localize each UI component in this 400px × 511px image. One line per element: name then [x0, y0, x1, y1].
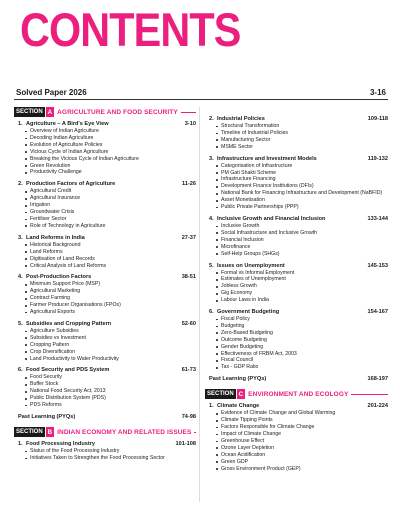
topic-item[interactable]: Estimates of Unemployment	[221, 276, 388, 283]
topic-item[interactable]: Crop Diversification	[30, 349, 196, 356]
topic-item[interactable]: Climate Tipping Points	[221, 417, 388, 424]
topic-item[interactable]: Subsidies vs Investment	[30, 335, 196, 342]
topic-item[interactable]: Land Productivity to Water Productivity	[30, 356, 196, 363]
section-label: SECTION	[207, 391, 234, 398]
chapter-entry	[205, 263, 388, 305]
section-a-header	[14, 107, 196, 117]
topic-item[interactable]: Fertiliser Sector	[30, 216, 196, 223]
chapter-title-group	[209, 403, 259, 410]
topic-item[interactable]: Fiscal Policy	[221, 316, 388, 323]
section-label: SECTION	[16, 429, 43, 435]
chapter-heading-link[interactable]	[14, 121, 196, 128]
topic-item[interactable]: Inclusive Growth	[221, 223, 388, 230]
chapter-entry	[205, 156, 388, 211]
topic-item[interactable]: Decoding Indian Agriculture	[30, 135, 196, 142]
chapter-pages: 145-153	[367, 262, 388, 269]
topic-item[interactable]: Financial Inclusion	[221, 237, 388, 244]
topic-item[interactable]: Agricultural Marketing	[30, 288, 196, 295]
topic-item[interactable]: Historical Background	[30, 242, 196, 249]
solved-paper-label: Solved Paper 2026	[16, 87, 87, 97]
chapter-number: 5.	[18, 320, 23, 327]
topic-item[interactable]: Role of Technology in Agriculture	[30, 223, 196, 230]
chapter-entry	[14, 181, 196, 229]
chapter-title: Food Security and PDS System	[26, 367, 110, 374]
topic-item[interactable]: Buffer Stock	[30, 381, 196, 388]
section-title: ENVIRONMENT AND ECOLOGY	[248, 390, 349, 398]
chapter-title: Infrastructure and Investment Models	[217, 155, 317, 162]
chapter-title-group	[18, 121, 109, 128]
chapter-title-group	[209, 216, 325, 223]
chapter-title-group	[18, 441, 95, 448]
section-letter-badge: C	[238, 390, 244, 398]
chapter-title-group	[18, 274, 91, 281]
chapter-title-group	[209, 156, 317, 163]
chapter-heading-link[interactable]	[14, 235, 196, 242]
topic-item[interactable]: Structural Transformation	[221, 123, 388, 130]
topic-item[interactable]: Formal vs Informal Employment	[221, 270, 388, 277]
chapter-heading-link[interactable]	[14, 181, 196, 188]
chapter-number: 1.	[18, 441, 23, 447]
chapter-title: Inclusive Growth and Financial Inclusion	[217, 215, 326, 222]
past-learning-label: Past Learning (PYQs)	[209, 376, 267, 383]
chapter-topic-list	[14, 448, 196, 462]
topic-item[interactable]: Contract Farming	[30, 295, 196, 302]
topic-item[interactable]: Overview of Indian Agriculture	[30, 128, 196, 135]
chapter-entry	[205, 116, 388, 151]
chapter-heading-link[interactable]	[205, 263, 388, 270]
chapter-topic-list	[205, 316, 388, 371]
chapter-topic-list	[14, 128, 196, 176]
topic-item[interactable]: Green Revolution	[30, 163, 196, 170]
topic-item[interactable]: Productivity Challenge	[30, 169, 196, 176]
chapter-pages: 109-118	[367, 116, 388, 122]
topic-item[interactable]: Fiscal Council	[221, 357, 388, 364]
section-rule	[181, 112, 196, 113]
chapter-number: 5.	[209, 262, 214, 269]
topic-item[interactable]: Agricultural Exports	[30, 309, 196, 316]
chapter-topic-list	[14, 328, 196, 363]
right-column	[205, 116, 388, 477]
chapter-topic-list	[14, 281, 196, 316]
left-column	[14, 107, 196, 467]
chapter-heading-link[interactable]	[205, 156, 388, 163]
solved-paper-row[interactable]	[14, 85, 388, 99]
topic-item[interactable]: National Food Security Act, 2013	[30, 388, 196, 395]
topic-item[interactable]: Greenhouse Effect	[221, 438, 388, 445]
topic-item[interactable]: Social Infrastructure and Inclusive Growth	[221, 230, 388, 237]
page-title: CONTENTS	[20, 3, 241, 56]
topic-item[interactable]: Agriculture Subsidies	[30, 328, 196, 335]
topic-item[interactable]: Groundwater Crisis	[30, 209, 196, 216]
chapter-heading-link[interactable]	[205, 116, 388, 123]
chapter-heading-link[interactable]	[14, 321, 196, 328]
topic-item[interactable]: Tax - GDP Ratio	[221, 364, 388, 371]
topic-item[interactable]: Gross Environment Product (GEP)	[221, 466, 388, 473]
chapter-topic-list	[205, 163, 388, 211]
chapter-number: 4.	[209, 215, 214, 222]
section-rule	[351, 394, 388, 395]
chapter-pages: 27-37	[181, 234, 196, 241]
topic-item[interactable]: Evolution of Agriculture Policies	[30, 142, 196, 149]
chapter-title: Government Budgeting	[217, 309, 280, 316]
topic-item[interactable]: Evidence of Climate Change and Global Warming	[221, 410, 388, 417]
chapter-title: Subsidies and Cropping Pattern	[26, 320, 112, 327]
chapter-topic-list	[205, 270, 388, 305]
chapter-pages: 38-51	[181, 274, 196, 281]
chapter-heading-link[interactable]	[14, 367, 196, 374]
chapter-number: 1.	[209, 403, 214, 410]
past-learning-link[interactable]	[205, 376, 388, 383]
chapter-pages: 52-60	[181, 320, 196, 327]
chapter-entry	[14, 121, 196, 176]
topic-item[interactable]: PDS Reforms	[30, 402, 196, 409]
topic-item[interactable]: Initiatives Taken to Strengthen the Food Processing Sector	[30, 455, 196, 462]
chapter-topic-list	[14, 188, 196, 229]
chapter-entry	[205, 216, 388, 258]
topic-item[interactable]: Breaking the Vicious Cycle of Indian Agriculture	[30, 156, 196, 163]
topic-item[interactable]: Timeline of Industrial Policies	[221, 130, 388, 137]
chapter-pages: 119-132	[367, 155, 388, 162]
topic-item[interactable]: Digitisation of Land Records	[30, 256, 196, 263]
chapter-number: 3.	[209, 155, 214, 162]
topic-item[interactable]: Irrigation	[30, 202, 196, 209]
topic-item[interactable]: Outcome Budgeting	[221, 337, 388, 344]
chapter-pages: 133-144	[367, 215, 388, 222]
chapter-number: 2.	[18, 181, 23, 188]
topic-item[interactable]: Green GDP	[221, 459, 388, 466]
column-divider	[199, 107, 200, 502]
chapter-title: Issues on Unemployment	[217, 262, 285, 269]
solved-paper-divider	[14, 99, 388, 100]
chapter-topic-list	[205, 123, 388, 151]
topic-item[interactable]: Gig Economy	[221, 290, 388, 297]
chapter-pages: 3-10	[184, 121, 196, 127]
chapter-pages: 61-73	[181, 367, 196, 374]
section-letter-badge: A	[47, 108, 53, 116]
topic-item[interactable]: Food Security	[30, 374, 196, 381]
section-b-header	[14, 427, 196, 437]
chapter-heading-link[interactable]	[14, 274, 196, 281]
chapter-number: 2.	[209, 116, 214, 122]
topic-item[interactable]: Labour Laws in India	[221, 297, 388, 304]
chapter-topic-list	[14, 242, 196, 270]
chapter-topic-list	[205, 223, 388, 258]
section-title: INDIAN ECONOMY AND RELATED ISSUES	[57, 428, 192, 436]
chapter-title: Climate Change	[217, 403, 260, 410]
section-c-header	[205, 389, 388, 399]
section-letter-badge: B	[47, 428, 53, 436]
topic-item[interactable]: Factors Responsible for Climate Change	[221, 424, 388, 431]
chapter-entry	[14, 274, 196, 316]
chapter-title: Post-Production Factors	[26, 274, 92, 281]
topic-item[interactable]: Critical Analysis of Land Reforms	[30, 263, 196, 270]
chapter-entry	[14, 441, 196, 462]
chapter-title: Production Factors of Agriculture	[26, 181, 116, 188]
topic-item[interactable]: Impact of Climate Change	[221, 431, 388, 438]
chapter-pages: 154-167	[367, 309, 388, 316]
topic-item[interactable]: Status of the Food Processing Industry	[30, 448, 196, 455]
topic-item[interactable]: Minimum Support Price (MSP)	[30, 281, 196, 288]
topic-item[interactable]: Microfinance	[221, 244, 388, 251]
chapter-number: 6.	[18, 367, 23, 374]
chapter-entry	[205, 403, 388, 472]
chapter-topic-list	[14, 374, 196, 409]
topic-item[interactable]: Agricultural Insurance	[30, 195, 196, 202]
chapter-title: Land Reforms in India	[26, 234, 85, 241]
topic-item[interactable]: Self-Help Groups (SHGs)	[221, 251, 388, 258]
topic-item[interactable]: Asset Monetisation	[221, 197, 388, 204]
topic-item[interactable]: Development Finance Institutions (DFIs)	[221, 183, 388, 190]
topic-item[interactable]: Ocean Acidification	[221, 452, 388, 459]
topic-item[interactable]: MSME Sector	[221, 144, 388, 151]
section-label: SECTION	[16, 109, 43, 115]
solved-paper-pages: 3-16	[369, 87, 386, 97]
topic-item[interactable]: PM Gati Shakti Scheme	[221, 170, 388, 177]
topic-item[interactable]: Public Distribution System (PDS)	[30, 395, 196, 402]
chapter-heading-link[interactable]	[205, 216, 388, 223]
chapter-pages: 201-224	[367, 403, 388, 410]
past-learning-label: Past Learning (PYQs)	[18, 414, 76, 420]
chapter-title: Industrial Policies	[217, 116, 265, 122]
topic-item[interactable]: Budgeting	[221, 323, 388, 330]
topic-item[interactable]: Public Private Partnerships (PPP)	[221, 204, 388, 211]
chapter-pages: 101-108	[175, 441, 196, 447]
chapter-number: 4.	[18, 274, 23, 281]
topic-item[interactable]: Land Reforms	[30, 249, 196, 256]
chapter-title-group	[18, 367, 109, 374]
past-learning-link[interactable]	[14, 414, 196, 421]
topic-item[interactable]: Categorisation of Infrastructure	[221, 163, 388, 170]
topic-item[interactable]: Effectiveness of FRBM Act, 2003	[221, 351, 388, 358]
topic-item[interactable]: Gender Budgeting	[221, 344, 388, 351]
topic-item[interactable]: Agricultural Credit	[30, 188, 196, 195]
chapter-title-group	[209, 309, 279, 316]
chapter-heading-link[interactable]	[205, 309, 388, 316]
section-title: AGRICULTURE AND FOOD SECURITY	[57, 108, 178, 116]
chapter-topic-list	[205, 410, 388, 472]
chapter-number: 1.	[18, 121, 23, 127]
topic-item[interactable]: Vicious Cycle of Indian Agriculture	[30, 149, 196, 156]
chapter-heading-link[interactable]	[205, 403, 388, 410]
topic-item[interactable]: Farmer Producer Organisations (FPOs)	[30, 302, 196, 309]
chapter-title-group	[18, 321, 111, 328]
chapter-entry	[14, 367, 196, 409]
chapter-title: Agriculture – A Bird's Eye View	[26, 121, 109, 127]
topic-item[interactable]: National Bank for Financing Infrastructure and Development (NaBFID)	[221, 190, 388, 197]
chapter-title-group	[18, 235, 85, 242]
section-rule	[194, 432, 196, 433]
topic-item[interactable]: Jobless Growth	[221, 283, 388, 290]
past-learning-pages: 74-98	[181, 414, 196, 420]
topic-item[interactable]: Infrastructure Financing	[221, 176, 388, 183]
chapter-heading-link[interactable]	[14, 441, 196, 448]
chapter-entry	[14, 235, 196, 270]
topic-item[interactable]: Zero-Based Budgeting	[221, 330, 388, 337]
chapter-pages: 11-26	[182, 181, 196, 188]
chapter-number: 6.	[209, 309, 214, 316]
past-learning-pages: 168-197	[367, 376, 388, 383]
chapter-title-group	[18, 181, 115, 188]
chapter-number: 3.	[18, 234, 23, 241]
topic-item[interactable]: Ozone Layer Depletion	[221, 445, 388, 452]
chapter-title-group	[209, 116, 265, 123]
topic-item[interactable]: Cropping Pattern	[30, 342, 196, 349]
chapter-title: Food Processing Industry	[26, 441, 95, 447]
chapter-entry	[14, 321, 196, 363]
topic-item[interactable]: Manufacturing Sector	[221, 137, 388, 144]
chapter-title-group	[209, 263, 285, 270]
chapter-entry	[205, 309, 388, 371]
